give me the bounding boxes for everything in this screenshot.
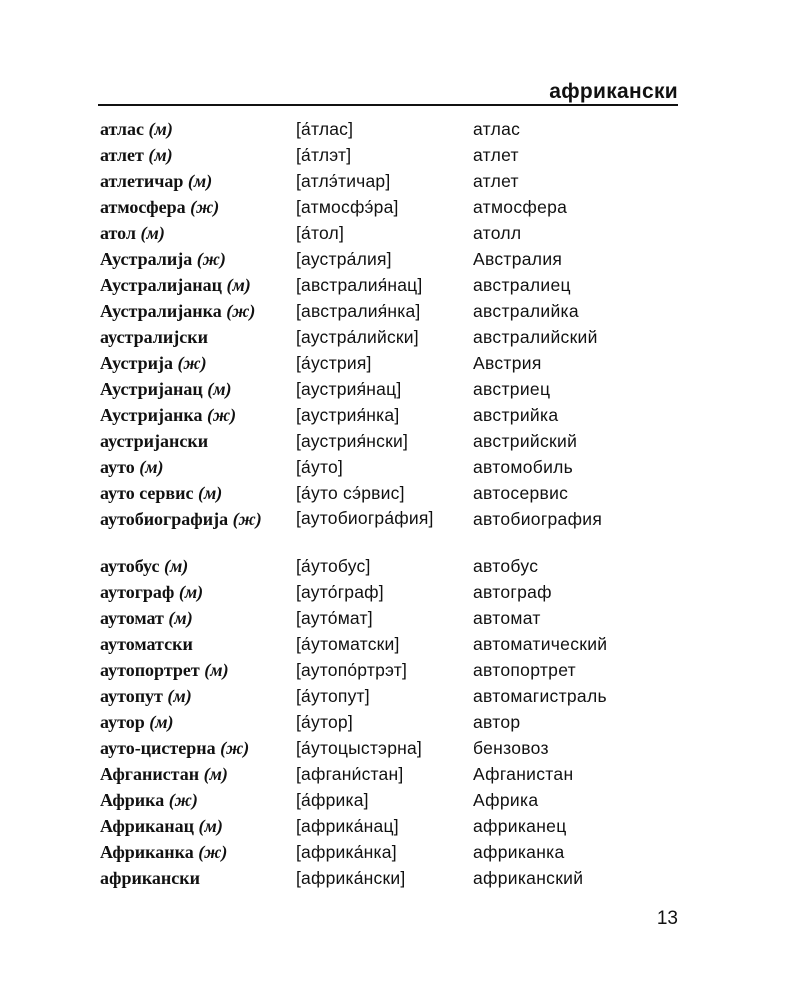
gender-marker: (м) <box>226 275 251 295</box>
entry-headword <box>100 142 173 168</box>
entry-translation: австралиец <box>473 275 571 295</box>
dictionary-entry <box>98 116 698 142</box>
dictionary-entry <box>98 142 698 168</box>
entry-translation: африканский <box>473 868 584 888</box>
entry-translation: австрийка <box>473 405 559 425</box>
entry-pronunciation: [африка́нски] <box>296 868 406 888</box>
entry-headword <box>100 813 223 839</box>
entry-pronunciation: [а́утоцыстэрна] <box>296 738 422 758</box>
entry-pronunciation: [аустрия́нка] <box>296 405 400 425</box>
headword-text: Афганистан <box>100 764 200 784</box>
page-number: 13 <box>656 908 678 929</box>
entry-pronunciation: [а́утобус] <box>296 556 371 576</box>
entry-translation: австриец <box>473 379 551 399</box>
entry-translation: автомобиль <box>473 457 574 477</box>
entry-pronunciation: [африка́нка] <box>296 842 397 862</box>
entry-pronunciation: [аустрия́нски] <box>296 431 409 451</box>
entry-pronunciation: [австралия́нац] <box>296 275 423 295</box>
headword-text: Аустријанац <box>100 379 203 399</box>
gender-marker: (м) <box>167 686 192 706</box>
entry-pronunciation: [атмосфэ́ра] <box>296 197 399 217</box>
gender-marker: (м) <box>197 483 223 503</box>
entry-translation: африканец <box>473 816 567 836</box>
headword-text: ауто сервис <box>100 483 194 503</box>
entry-translation: атолл <box>473 223 522 243</box>
entry-pronunciation: [а́уто] <box>296 457 343 477</box>
dictionary-entry <box>98 709 698 735</box>
entry-pronunciation: [ауто́граф] <box>296 582 384 602</box>
dictionary-entry <box>98 350 698 376</box>
entry-pronunciation: [а́фрика] <box>296 790 369 810</box>
dictionary-entry <box>98 246 698 272</box>
gender-marker: (м) <box>163 556 189 576</box>
entry-pronunciation: [а́устрия] <box>296 353 372 373</box>
dictionary-entry <box>98 657 698 683</box>
dictionary-entry <box>98 839 698 865</box>
entry-headword <box>100 480 222 506</box>
headword-text: Аустралијанка <box>100 301 222 321</box>
dictionary-entry <box>98 220 698 246</box>
entry-translation: атмосфера <box>473 197 568 217</box>
dictionary-entry <box>98 631 698 657</box>
entry-translation: Африка <box>473 790 539 810</box>
dictionary-entry <box>98 324 698 350</box>
gender-marker: (ж) <box>220 738 250 758</box>
headword-text: аутор <box>100 712 145 732</box>
dictionary-entry <box>98 506 698 553</box>
entry-headword <box>100 116 173 142</box>
entry-headword <box>100 735 249 761</box>
entry-headword <box>100 761 228 787</box>
gender-marker: (ж) <box>196 249 226 269</box>
entry-headword <box>100 631 193 657</box>
entry-translation: автосервис <box>473 483 569 503</box>
entry-pronunciation: [аустра́лийски] <box>296 327 419 347</box>
entry-translation: автопортрет <box>473 660 576 680</box>
headword-text: Аустријанка <box>100 405 203 425</box>
entry-headword <box>100 350 207 376</box>
dictionary-entry <box>98 579 698 605</box>
entry-headword <box>100 709 174 735</box>
headword-text: аутограф <box>100 582 175 602</box>
gender-marker: (м) <box>207 379 232 399</box>
entry-pronunciation: [а́утоматски] <box>296 634 400 654</box>
dictionary-entry <box>98 402 698 428</box>
entry-translation: автобиография <box>473 509 603 529</box>
entry-translation: австралийка <box>473 301 579 321</box>
headword-text: Аустрија <box>100 353 173 373</box>
headword-text: атмосфера <box>100 197 186 217</box>
entry-translation: атлас <box>473 119 521 139</box>
headword-text: Африканац <box>100 816 194 836</box>
headword-text: атлетичар <box>100 171 184 191</box>
entry-headword <box>100 220 165 246</box>
headword-text: аутобус <box>100 556 160 576</box>
entry-headword <box>100 839 227 865</box>
gender-marker: (м) <box>204 660 229 680</box>
headword-text: атол <box>100 223 136 243</box>
gender-marker: (м) <box>139 457 164 477</box>
entry-headword <box>100 376 232 402</box>
headword-text: аутоматски <box>100 634 193 654</box>
gender-marker: (ж) <box>226 301 256 321</box>
entry-pronunciation: [австралия́нка] <box>296 301 421 321</box>
headword-text: аутопортрет <box>100 660 200 680</box>
entry-headword <box>100 428 208 454</box>
entry-translation: Афганистан <box>473 764 574 784</box>
entry-headword <box>100 865 200 891</box>
gender-marker: (м) <box>198 816 223 836</box>
entry-pronunciation: [а́тлэт] <box>296 145 352 165</box>
headword-text: атлас <box>100 119 145 139</box>
entry-headword <box>100 168 212 194</box>
entry-pronunciation: [а́уто сэ́рвис] <box>296 483 405 503</box>
entry-headword <box>100 787 198 813</box>
gender-marker: (м) <box>203 764 228 784</box>
dictionary-entry-list <box>98 116 698 891</box>
entry-pronunciation: [а́тол] <box>296 223 345 243</box>
entry-headword <box>100 683 192 709</box>
headword-text: аутомат <box>100 608 164 628</box>
headword-text: аутопут <box>100 686 163 706</box>
headword-text: аустралијски <box>100 327 208 347</box>
gender-marker: (ж) <box>177 353 207 373</box>
headword-text: ауто <box>100 457 135 477</box>
entry-translation: бензовоз <box>473 738 549 758</box>
dictionary-entry <box>98 865 698 891</box>
entry-translation: Австралия <box>473 249 563 269</box>
headword-text: Африка <box>100 790 165 810</box>
entry-translation: африканка <box>473 842 565 862</box>
entry-headword <box>100 454 164 480</box>
gender-marker: (ж) <box>190 197 220 217</box>
dictionary-entry <box>98 428 698 454</box>
entry-pronunciation: [аустра́лия] <box>296 249 392 269</box>
headword-text: ауто-цистерна <box>100 738 216 758</box>
gender-marker: (ж) <box>232 509 262 529</box>
dictionary-entry <box>98 761 698 787</box>
entry-headword <box>100 657 229 683</box>
entry-translation: Австрия <box>473 353 542 373</box>
entry-translation: автомат <box>473 608 541 628</box>
entry-translation: австрийский <box>473 431 578 451</box>
gender-marker: (ж) <box>198 842 228 862</box>
running-head: африкански <box>549 80 678 103</box>
gender-marker: (м) <box>168 608 193 628</box>
headword-text: аутобиографија <box>100 509 229 529</box>
dictionary-entry <box>98 605 698 631</box>
entry-translation: атлет <box>473 171 519 191</box>
entry-translation: автомагистраль <box>473 686 607 706</box>
dictionary-entry <box>98 168 698 194</box>
headword-text: Аустралија <box>100 249 193 269</box>
entry-headword <box>100 246 226 272</box>
headword-text: аустријански <box>100 431 209 451</box>
dictionary-entry <box>98 813 698 839</box>
entry-pronunciation: [а́утопут] <box>296 686 370 706</box>
entry-headword <box>100 506 262 532</box>
gender-marker: (м) <box>187 171 213 191</box>
entry-headword <box>100 298 255 324</box>
entry-headword <box>100 272 251 298</box>
entry-translation: автоматический <box>473 634 608 654</box>
headword-text: Африканка <box>100 842 194 862</box>
entry-translation: автограф <box>473 582 552 602</box>
dictionary-entry <box>98 735 698 761</box>
entry-headword <box>100 402 236 428</box>
entry-pronunciation: [аутобиогра́фия] <box>296 508 434 528</box>
entry-pronunciation: [атлэ́тичар] <box>296 171 391 191</box>
entry-translation: австралийский <box>473 327 598 347</box>
entry-pronunciation: [а́тлас] <box>296 119 354 139</box>
gender-marker: (м) <box>178 582 204 602</box>
headword-text: Аустралијанац <box>100 275 222 295</box>
dictionary-entry <box>98 787 698 813</box>
dictionary-entry <box>98 272 698 298</box>
dictionary-entry <box>98 376 698 402</box>
entry-headword <box>100 579 203 605</box>
gender-marker: (м) <box>140 223 165 243</box>
headword-text: африкански <box>100 868 201 888</box>
entry-pronunciation: [афгани́стан] <box>296 764 404 784</box>
entry-pronunciation: [аутопо́ртрэт] <box>296 660 408 680</box>
gender-marker: (м) <box>148 119 173 139</box>
entry-pronunciation: [ауто́мат] <box>296 608 373 628</box>
header-rule <box>98 104 678 106</box>
dictionary-entry <box>98 298 698 324</box>
entry-pronunciation: [а́утор] <box>296 712 353 732</box>
entry-headword <box>100 194 219 220</box>
entry-translation: автор <box>473 712 521 732</box>
gender-marker: (ж) <box>206 405 237 425</box>
entry-headword <box>100 553 188 579</box>
gender-marker: (м) <box>148 145 173 165</box>
entry-headword <box>100 605 193 631</box>
entry-headword <box>100 324 208 350</box>
entry-translation: автобус <box>473 556 539 576</box>
headword-text: атлет <box>100 145 144 165</box>
entry-pronunciation: [аустрия́нац] <box>296 379 402 399</box>
dictionary-entry <box>98 683 698 709</box>
dictionary-entry <box>98 194 698 220</box>
entry-pronunciation: [африка́нац] <box>296 816 399 836</box>
entry-translation: атлет <box>473 145 519 165</box>
dictionary-entry <box>98 553 698 579</box>
gender-marker: (м) <box>149 712 174 732</box>
gender-marker: (ж) <box>168 790 198 810</box>
dictionary-entry <box>98 480 698 506</box>
dictionary-entry <box>98 454 698 480</box>
